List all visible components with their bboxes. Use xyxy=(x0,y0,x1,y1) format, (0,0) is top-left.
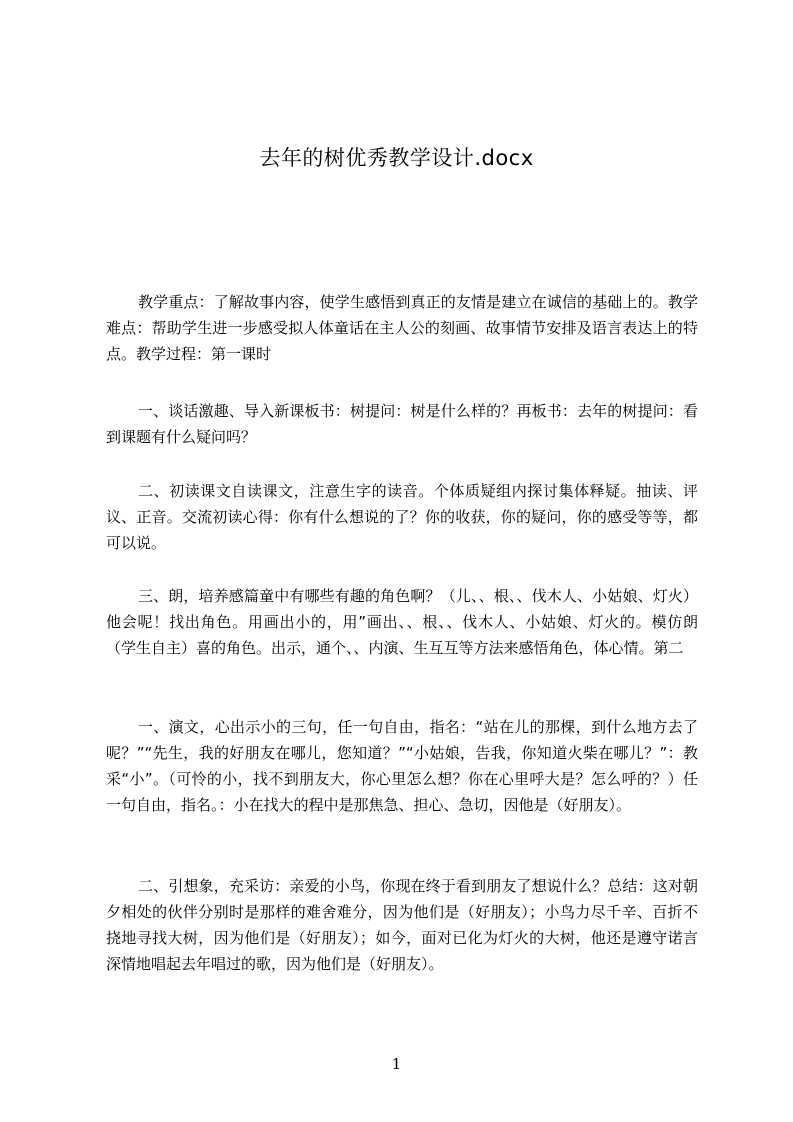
document-title: 去年的树优秀教学设计.docx xyxy=(259,146,534,170)
paragraph-performance: 一、演文，心出示小的三句，任一句自由，指名：“站在儿的那棵，到什么地方去了呢？”“先生，我的好朋友在哪儿，您知道？”“小姑娘，告我，你知道火柴在哪儿？”：教采“小”。（可怜的小，找不到朋友大，你心里怎么想？你在心里呼大是？怎么呼的？）任一句自由，指名。：小在找大的程中是那焦急、担心、急切，因他是（好朋友）。 xyxy=(106,718,698,814)
paragraph-first-reading: 二、初读课文自读课文，注意生字的读音。个体质疑组内探讨集体释疑。抽读、评议、正音。交流初读心得：你有什么想说的了？你的收获，你的疑问，你的感受等等，都可以说。 xyxy=(106,482,698,552)
page-number: 1 xyxy=(391,1055,402,1073)
paragraph-key-points: 教学重点：了解故事内容，使学生感悟到真正的友情是建立在诚信的基础上的。教学难点：帮助学生进一步感受拟人体童话在主人公的刻画、故事情节安排及语言表达上的特点。教学过程：第一课时 xyxy=(106,293,698,363)
paragraph-intro: 一、谈话激趣、导入新课板书：树提问：树是什么样的？再板书：去年的树提问：看到课题有什么疑问吗？ xyxy=(106,402,698,446)
paragraph-roles: 三、朗，培养感篇童中有哪些有趣的角色啊？（儿、、根、、伐木人、小姑娘、灯火）他会呢！找出角色。用画出小的，用”画出、、根、、伐木人、小姑娘、灯火的。模仿朗（学生自主）喜的角色。出示，通个、、内演、生互互等方法来感悟角色，体心情。第二 xyxy=(106,587,698,657)
paragraph-imagination: 二、引想象，充采访：亲爱的小鸟，你现在终于看到朋友了想说什么？总结：这对朝夕相处的伙伴分别时是那样的难舍难分，因为他们是（好朋友）；小鸟力尽千辛、百折不挠地寻找大树，因为他们是（好朋友）；如今，面对已化为灯火的大树，他还是遵守诺言深情地唱起去年唱过的歌，因为他们是（好朋友）。 xyxy=(106,877,698,973)
